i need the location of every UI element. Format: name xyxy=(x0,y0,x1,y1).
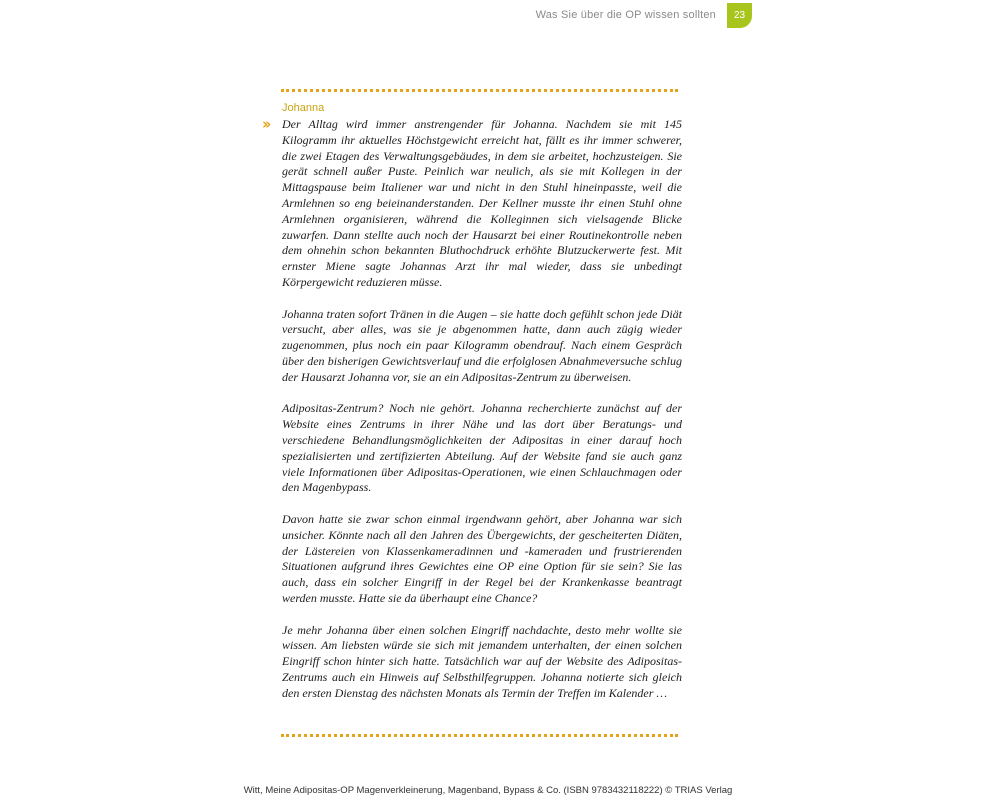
page-footer xyxy=(0,785,976,796)
story-heading: Johanna xyxy=(282,102,325,114)
running-header-title: Was Sie über die OP wissen sollten xyxy=(535,9,716,21)
footer-citation: Witt, Meine Adipositas-OP Magenverkleinerung, Magenband, Bypass & Co. (ISBN 9783432118222) © TRIAS Verlag xyxy=(243,785,733,796)
story-paragraph-1: Der Alltag wird immer anstrengender für Johanna. Nachdem sie mit 145 Kilogramm ihr aktuelles Höchstgewicht erreicht hat, fällt es ihr immer schwerer, die zwei Etagen des Verwaltungsgebäudes, in dem sie arbeitet, hochzusteigen. Sie gerät schnell außer Puste. Peinlich war neulich, als sie mit Kollegen in der Mittagspause beim Italiener war und nicht in den Stuhl hineinpasste, weil die Armlehnen so eng beieinanderstanden. Der Kellner musste ihr einen Stuhl ohne Armlehnen organisieren, während die Kolleginnen sich vielsagende Blicke zuwarfen. Dann stellte auch noch der Hausarzt bei einer Routinekontrolle neben dem ohnehin schon bekannten Bluthochdruck erhöhte Blutzuckerwerte fest. Mit ernster Miene sagte Johannas Arzt ihr mal wieder, dass sie unbedingt Körpergewicht reduzieren müsse. xyxy=(282,117,682,289)
box-bottom-dotted-rule xyxy=(281,734,678,737)
story-paragraph-3: Adipositas-Zentrum? Noch nie gehört. Johanna recherchierte zunächst auf der Website eines Zentrums in ihrer Nähe und las dort über Beratungs- und verschiedene Behandlungsmöglichkeiten der Adipositas in einer darauf hoch spezialisierten und zertifizierten Abteilung. Auf der Website fand sie auch ganz viele Informationen über Adipositas-Operationen, wie einen Schlauchmagen oder den Magenbypass. xyxy=(282,401,682,495)
story-paragraph-2: Johanna traten sofort Tränen in die Augen – sie hatte doch gefühlt schon jede Diät versucht, aber alles, was sie je abgenommen hatte, dann auch zügig wieder zugenommen, plus noch ein paar Kilogramm obendrauf. Nach einem Gespräch über den bisherigen Gewichtsverlauf und die erfolglosen Abnahmeversuche schlug der Hausarzt Johanna vor, sie an ein Adipositas-Zentrum zu überweisen. xyxy=(282,306,682,384)
double-chevron-right-icon: ›› xyxy=(262,115,269,133)
story-body xyxy=(282,117,682,717)
box-top-dotted-rule xyxy=(281,89,678,92)
story-paragraph-5: Je mehr Johanna über einen solchen Eingriff nachdachte, desto mehr wollte sie wissen. Am liebsten würde sie sich mit jemandem unterhalten, der einen solchen Eingriff schon hinter sich hatte. Tatsächlich war auf der Website des Adipositas-Zentrums auch ein Hinweis auf Selbsthilfegruppen. Johanna notierte sich gleich den ersten Dienstag des nächsten Monats als Termin der Treffen im Kalender … xyxy=(282,622,682,700)
story-paragraph-4: Davon hatte sie zwar schon einmal irgendwann gehört, aber Johanna war sich unsicher. Könnte nach all den Jahren des Übergewichts, der gescheiterten Diäten, der Lästereien von Klassenkameradinnen und -kameraden und frustrierenden Situationen aufgrund ihres Gewichtes eine OP eine Option für sie sein? Sie las auch, dass ein solcher Eingriff in der Regel bei der Krankenkasse beantragt werden musste. Hatte sie da überhaupt eine Chance? xyxy=(282,511,682,605)
page-number-badge: 23 xyxy=(727,3,752,28)
